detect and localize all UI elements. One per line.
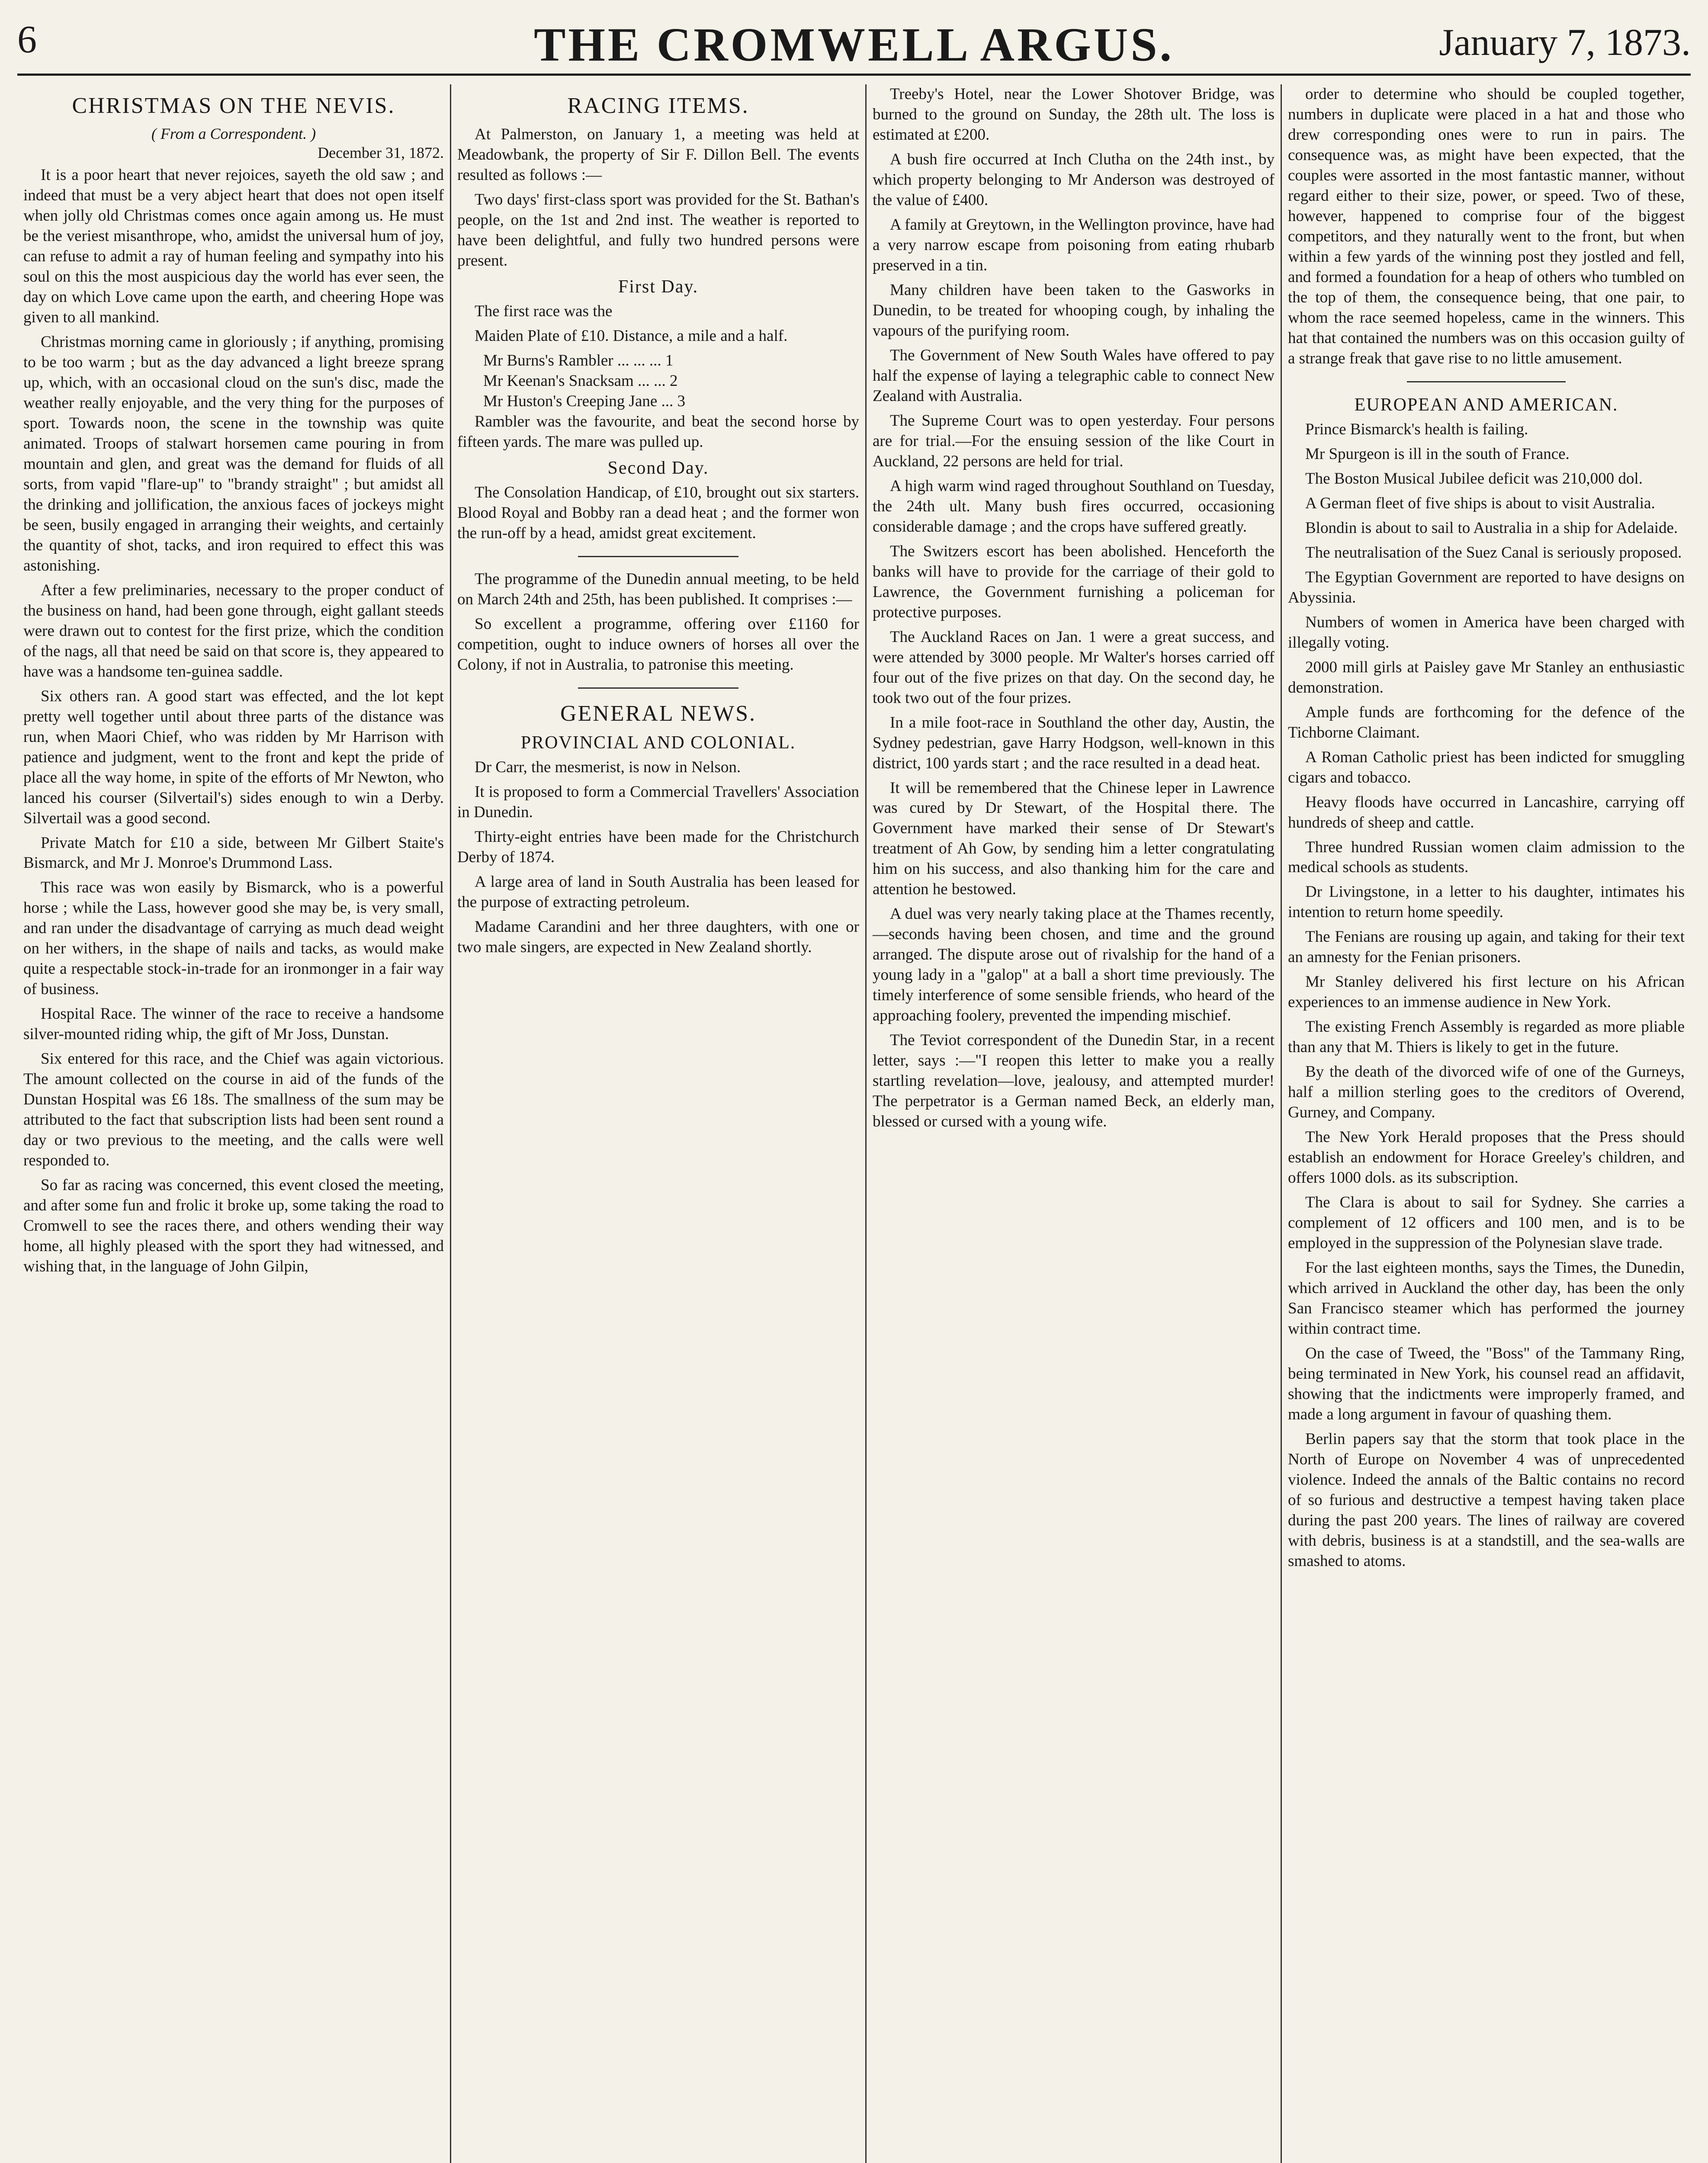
paragraph: Two days' first-class sport was provided for the St. Bathan's people, on the 1st and 2nd inst. The weather is reported to have been delightful, and fully two hundred persons were present. (457, 190, 859, 270)
paragraph: Hospital Race. The winner of the race to receive a handsome silver-mounted riding whip, the gift of Mr Joss, Dunstan. (23, 1005, 444, 1043)
paragraph: Three hundred Russian women claim admission to the medical schools as students. (1288, 838, 1685, 876)
divider (1407, 381, 1566, 382)
byline: ( From a Correspondent. ) (151, 125, 316, 142)
paragraph: Prince Bismarck's health is failing. (1305, 420, 1528, 438)
page-number: 6 (17, 18, 37, 61)
paragraph: After a few preliminaries, necessary to the proper conduct of the business on hand, had been gone through, eight gallant steeds were drawn out to contest for the first prize, which the condition of the nags, all that need be said on that score is, they appeared to have was a handsome ten-guinea saddle. (23, 581, 444, 680)
paragraph: A duel was very nearly taking place at the Thames recently,—seconds having been chosen, and time and the ground arranged. The dispute arose out of rivalship for the hand of a young lady in a "galop" at a ball a short time previously. The timely interference of some sensible friends, who heard of the approaching foolery, prevented the impending mischief. (873, 905, 1275, 1025)
columns (17, 84, 1691, 2163)
dateline: December 31, 1872. (318, 144, 444, 161)
race-entry: Mr Burns's Rambler ... ... ... 1 (483, 351, 674, 369)
paragraph: So excellent a programme, offering over £1160 for competition, ought to induce owners of horses all over the Colony, if not in Australia, to patronise this meeting. (457, 615, 859, 674)
paragraph: The Switzers escort has been abolished. Henceforth the banks will have to provide for the carriage of their gold to Lawrence, the Government furnishing a policeman for protective purposes. (873, 542, 1275, 621)
race-entry: Mr Keenan's Snacksam ... ... 2 (483, 372, 678, 390)
subheading: Second Day. (607, 458, 709, 478)
subheading: PROVINCIAL AND COLONIAL. (520, 732, 796, 753)
paragraph: It will be remembered that the Chinese leper in Lawrence was cured by Dr Stewart, of the Hospital there. The Government have marked their sense of Dr Stewart's treatment of Ah Gow, by sending him a letter congratulating him on his success, and also thanking him for the care and attention he bestowed. (873, 779, 1275, 899)
paragraph: The programme of the Dunedin annual meeting, to be held on March 24th and 25th, has been published. It comprises :— (457, 570, 859, 608)
masthead (17, 9, 1691, 76)
column-1 (17, 84, 450, 2163)
paragraph: The Clara is about to sail for Sydney. She carries a complement of 12 officers and 100 men, and is to be employed in the suppression of the Polynesian slave trade. (1288, 1194, 1685, 1252)
paragraph: Numbers of women in America have been charged with illegally voting. (1288, 613, 1685, 651)
newspaper-title: THE CROMWELL ARGUS. (533, 18, 1175, 71)
paragraph: A Roman Catholic priest has been indicted for smuggling cigars and tobacco. (1288, 748, 1685, 786)
paragraph: Thirty-eight entries have been made for the Christchurch Derby of 1874. (457, 828, 859, 866)
section-heading: GENERAL NEWS. (560, 701, 757, 726)
paragraph: Madame Carandini and her three daughters, with one or two male singers, are expected in New Zealand shortly. (457, 918, 859, 956)
paragraph: Mr Stanley delivered his first lecture on his African experiences to an immense audience in New York. (1288, 973, 1685, 1011)
paragraph: By the death of the divorced wife of one of the Gurneys, half a million sterling goes to the creditors of Overend, Gurney, and Company. (1288, 1063, 1685, 1122)
paragraph: It is proposed to form a Commercial Travellers' Association in Dunedin. (457, 783, 859, 821)
divider (578, 687, 739, 689)
paragraph: Maiden Plate of £10. Distance, a mile and a half. (475, 327, 788, 345)
paragraph: At Palmerston, on January 1, a meeting was held at Meadowbank, the property of Sir F. Dillon Bell. The events resulted as follows :— (457, 125, 859, 184)
paragraph: Ample funds are forthcoming for the defence of the Tichborne Claimant. (1288, 703, 1685, 741)
paragraph: The Auckland Races on Jan. 1 were a great success, and were attended by 3000 people. Mr Walter's horses carried off four out of the five prizes on that day. On the second day, he took two out of the four prizes. (873, 628, 1275, 707)
paragraph: So far as racing was concerned, this event closed the meeting, and after some fun and frolic it broke up, some taking the road to Cromwell to see the races there, and others wending their way home, all highly pleased with the sport they had witnessed, and wishing that, in the language of John Gilpin, (23, 1176, 444, 1276)
paragraph: order to determine who should be coupled together, numbers in duplicate were placed in a hat and those who drew corresponding ones were to run in pairs. The consequence was, as might have been expected, that the couples were assorted in the most fantastic manner, without regard either to their size, power, or speed. Two of these, however, happened to comprise four of the biggest competitors, and they naturally went to the front, but when within a few yards of the winning post they jostled and fell, and formed a foundation for a heap of others who tumbled on the top of them, the consequence being, that one pair, to whom the race seemed hopeless, came in the winners. This hat that contained the numbers was on this occasion guilty of a strange freak that gave rise to no little amusement. (1288, 85, 1685, 367)
paragraph: Dr Carr, the mesmerist, is now in Nelson. (475, 758, 741, 776)
paragraph: A bush fire occurred at Inch Clutha on the 24th inst., by which property belonging to Mr Anderson was destroyed of the value of £400. (873, 150, 1275, 209)
paragraph: A high warm wind raged throughout Southland on Tuesday, the 24th ult. Many bush fires occurred, occasioning considerable damage ; and the crops have suffered greatly. (873, 477, 1275, 536)
race-entry: Mr Huston's Creeping Jane ... 3 (483, 392, 686, 410)
issue-date: January 7, 1873. (1439, 22, 1691, 64)
paragraph: Private Match for £10 a side, between Mr Gilbert Staite's Bismarck, and Mr J. Monroe's Drummond Lass. (23, 834, 444, 872)
paragraph: The New York Herald proposes that the Press should establish an endowment for Horace Greeley's children, and offers 1000 dols. as its subscription. (1288, 1128, 1685, 1187)
paragraph: A German fleet of five ships is about to visit Australia. (1305, 494, 1655, 512)
paragraph: Berlin papers say that the storm that took place in the North of Europe on November 4 was of unprecedented violence. Indeed the annals of the Baltic contains no record of so furious and destructive a tempest having taken place during the past 200 years. The lines of railway are covered with debris, business is at a standstill, and the sea-walls are smashed to atoms. (1288, 1430, 1685, 1570)
paragraph: The neutralisation of the Suez Canal is seriously proposed. (1305, 543, 1682, 562)
paragraph: Many children have been taken to the Gasworks in Dunedin, to be treated for whooping cough, by inhaling the vapours of the purifying room. (873, 281, 1275, 340)
paragraph: The Teviot correspondent of the Dunedin Star, in a recent letter, says :—"I reopen this letter to make you a really startling revelation—love, jealousy, and attempted murder! The perpetrator is a German named Beck, an elderly man, blessed or cursed with a young wife. (873, 1031, 1275, 1131)
column-3 (865, 84, 1281, 2163)
paragraph: Six entered for this race, and the Chief was again victorious. The amount collected on the course in aid of the funds of the Dunstan Hospital was £6 18s. The smallness of the sum may be attributed to the fact that subscription lists had been sent round a day or two previous to the meeting, and the calls were well responded to. (23, 1050, 444, 1170)
paragraph: Heavy floods have occurred in Lancashire, carrying off hundreds of sheep and cattle. (1288, 793, 1685, 831)
divider (578, 556, 739, 557)
paragraph: It is a poor heart that never rejoices, sayeth the old saw ; and indeed that must be a very abject heart that does not open itself when jolly old Christmas comes once again among us. He must be the veriest misanthrope, who, amidst the universal hum of joy, can refuse to admit a ray of human feeling and sympathy into his soul on this the most auspicious day the world has ever seen, the day on which Love came upon the earth, and cheering Hope was given to all mankind. (23, 166, 444, 326)
paragraph: On the case of Tweed, the "Boss" of the Tammany Ring, being terminated in New York, his counsel read an affidavit, showing that the indictments were improperly framed, and made a long argument in favour of quashing them. (1288, 1345, 1685, 1424)
paragraph: A large area of land in South Australia has been leased for the purpose of extracting petroleum. (457, 873, 859, 911)
paragraph: For the last eighteen months, says the Times, the Dunedin, which arrived in Auckland the other day, has been the only San Francisco steamer which has performed the journey within contract time. (1288, 1259, 1685, 1338)
paragraph: The Egyptian Government are reported to have designs on Abyssinia. (1288, 568, 1685, 607)
paragraph: A family at Greytown, in the Wellington province, have had a very narrow escape from poisoning from eating rhubarb preserved in a tin. (873, 215, 1275, 274)
paragraph: The Boston Musical Jubilee deficit was 210,000 dol. (1305, 469, 1643, 488)
paragraph: Treeby's Hotel, near the Lower Shotover Bridge, was burned to the ground on Sunday, the 28th ult. The loss is estimated at £200. (873, 85, 1275, 144)
paragraph: The first race was the (475, 302, 613, 320)
subheading: First Day. (618, 276, 699, 297)
column-2 (450, 84, 865, 2163)
column-4 (1281, 84, 1691, 2163)
paragraph: 2000 mill girls at Paisley gave Mr Stanley an enthusiastic demonstration. (1288, 658, 1685, 696)
paragraph: The existing French Assembly is regarded as more pliable than any that M. Thiers is likely to get in the future. (1288, 1018, 1685, 1056)
paragraph: Six others ran. A good start was effected, and the lot kept pretty well together until about three parts of the distance was run, when Maori Chief, who was ridden by Mr Harrison with patience and judgment, went to the front and kept the pride of place all the way home, in spite of the efforts of Mr Newton, who lanced his courser (Silvertail's) sides enough to win a Derby. Silvertail was a good second. (23, 687, 444, 827)
article-heading: CHRISTMAS ON THE NEVIS. (72, 93, 395, 118)
paragraph: Rambler was the favourite, and beat the second horse by fifteen yards. The mare was pulled up. (457, 412, 859, 451)
paragraph: The Supreme Court was to open yesterday. Four persons are for trial.—For the ensuing session of the like Court in Auckland, 22 persons are held for trial. (873, 411, 1275, 470)
paragraph: This race was won easily by Bismarck, who is a powerful horse ; while the Lass, however good she may be, is very small, and ran under the disadvantage of carrying as much dead weight on her withers, in the shape of nails and tacks, as would make quite a respectable stock-in-trade for an ironmonger in a fair way of business. (23, 879, 444, 998)
article-heading: RACING ITEMS. (567, 93, 749, 118)
paragraph: The Government of New South Wales have offered to pay half the expense of laying a telegraphic cable to connect New Zealand with Australia. (873, 346, 1275, 405)
paragraph: Mr Spurgeon is ill in the south of France. (1305, 445, 1570, 463)
section-heading: EUROPEAN AND AMERICAN. (1354, 395, 1618, 415)
paragraph: The Consolation Handicap, of £10, brought out six starters. Blood Royal and Bobby ran a dead heat ; and the former won the run-off by a head, amidst great excitement. (457, 483, 859, 542)
paragraph: In a mile foot-race in Southland the other day, Austin, the Sydney pedestrian, gave Harry Hodgson, well-known in this district, 100 yards start ; and the race resulted in a dead heat. (873, 713, 1275, 772)
paragraph: The Fenians are rousing up again, and taking for their text an amnesty for the Fenian prisoners. (1288, 928, 1685, 966)
paragraph: Dr Livingstone, in a letter to his daughter, intimates his intention to return home speedily. (1288, 883, 1685, 921)
paragraph: Christmas morning came in gloriously ; if anything, promising to be too warm ; but as the day advanced a light breeze sprang up, which, with an occasional cloud on the sun's disc, made the weather really enjoyable, and the very thing for the purposes of sport. Towards noon, the scene in the township was quite animated. Troops of stalwart horsemen came pouring in from mountain and glen, and great was the demand for fluids of all sorts, from vapid "flare-up" to "brandy straight" ; but amidst all the drinking and jollification, the anxious faces of jockeys might be seen, busily engaged in arranging their weights, and certainly the quantity of shot, tacks, and iron required to effect this was astonishing. (23, 333, 444, 574)
paragraph: Blondin is about to sail to Australia in a ship for Adelaide. (1305, 519, 1678, 537)
